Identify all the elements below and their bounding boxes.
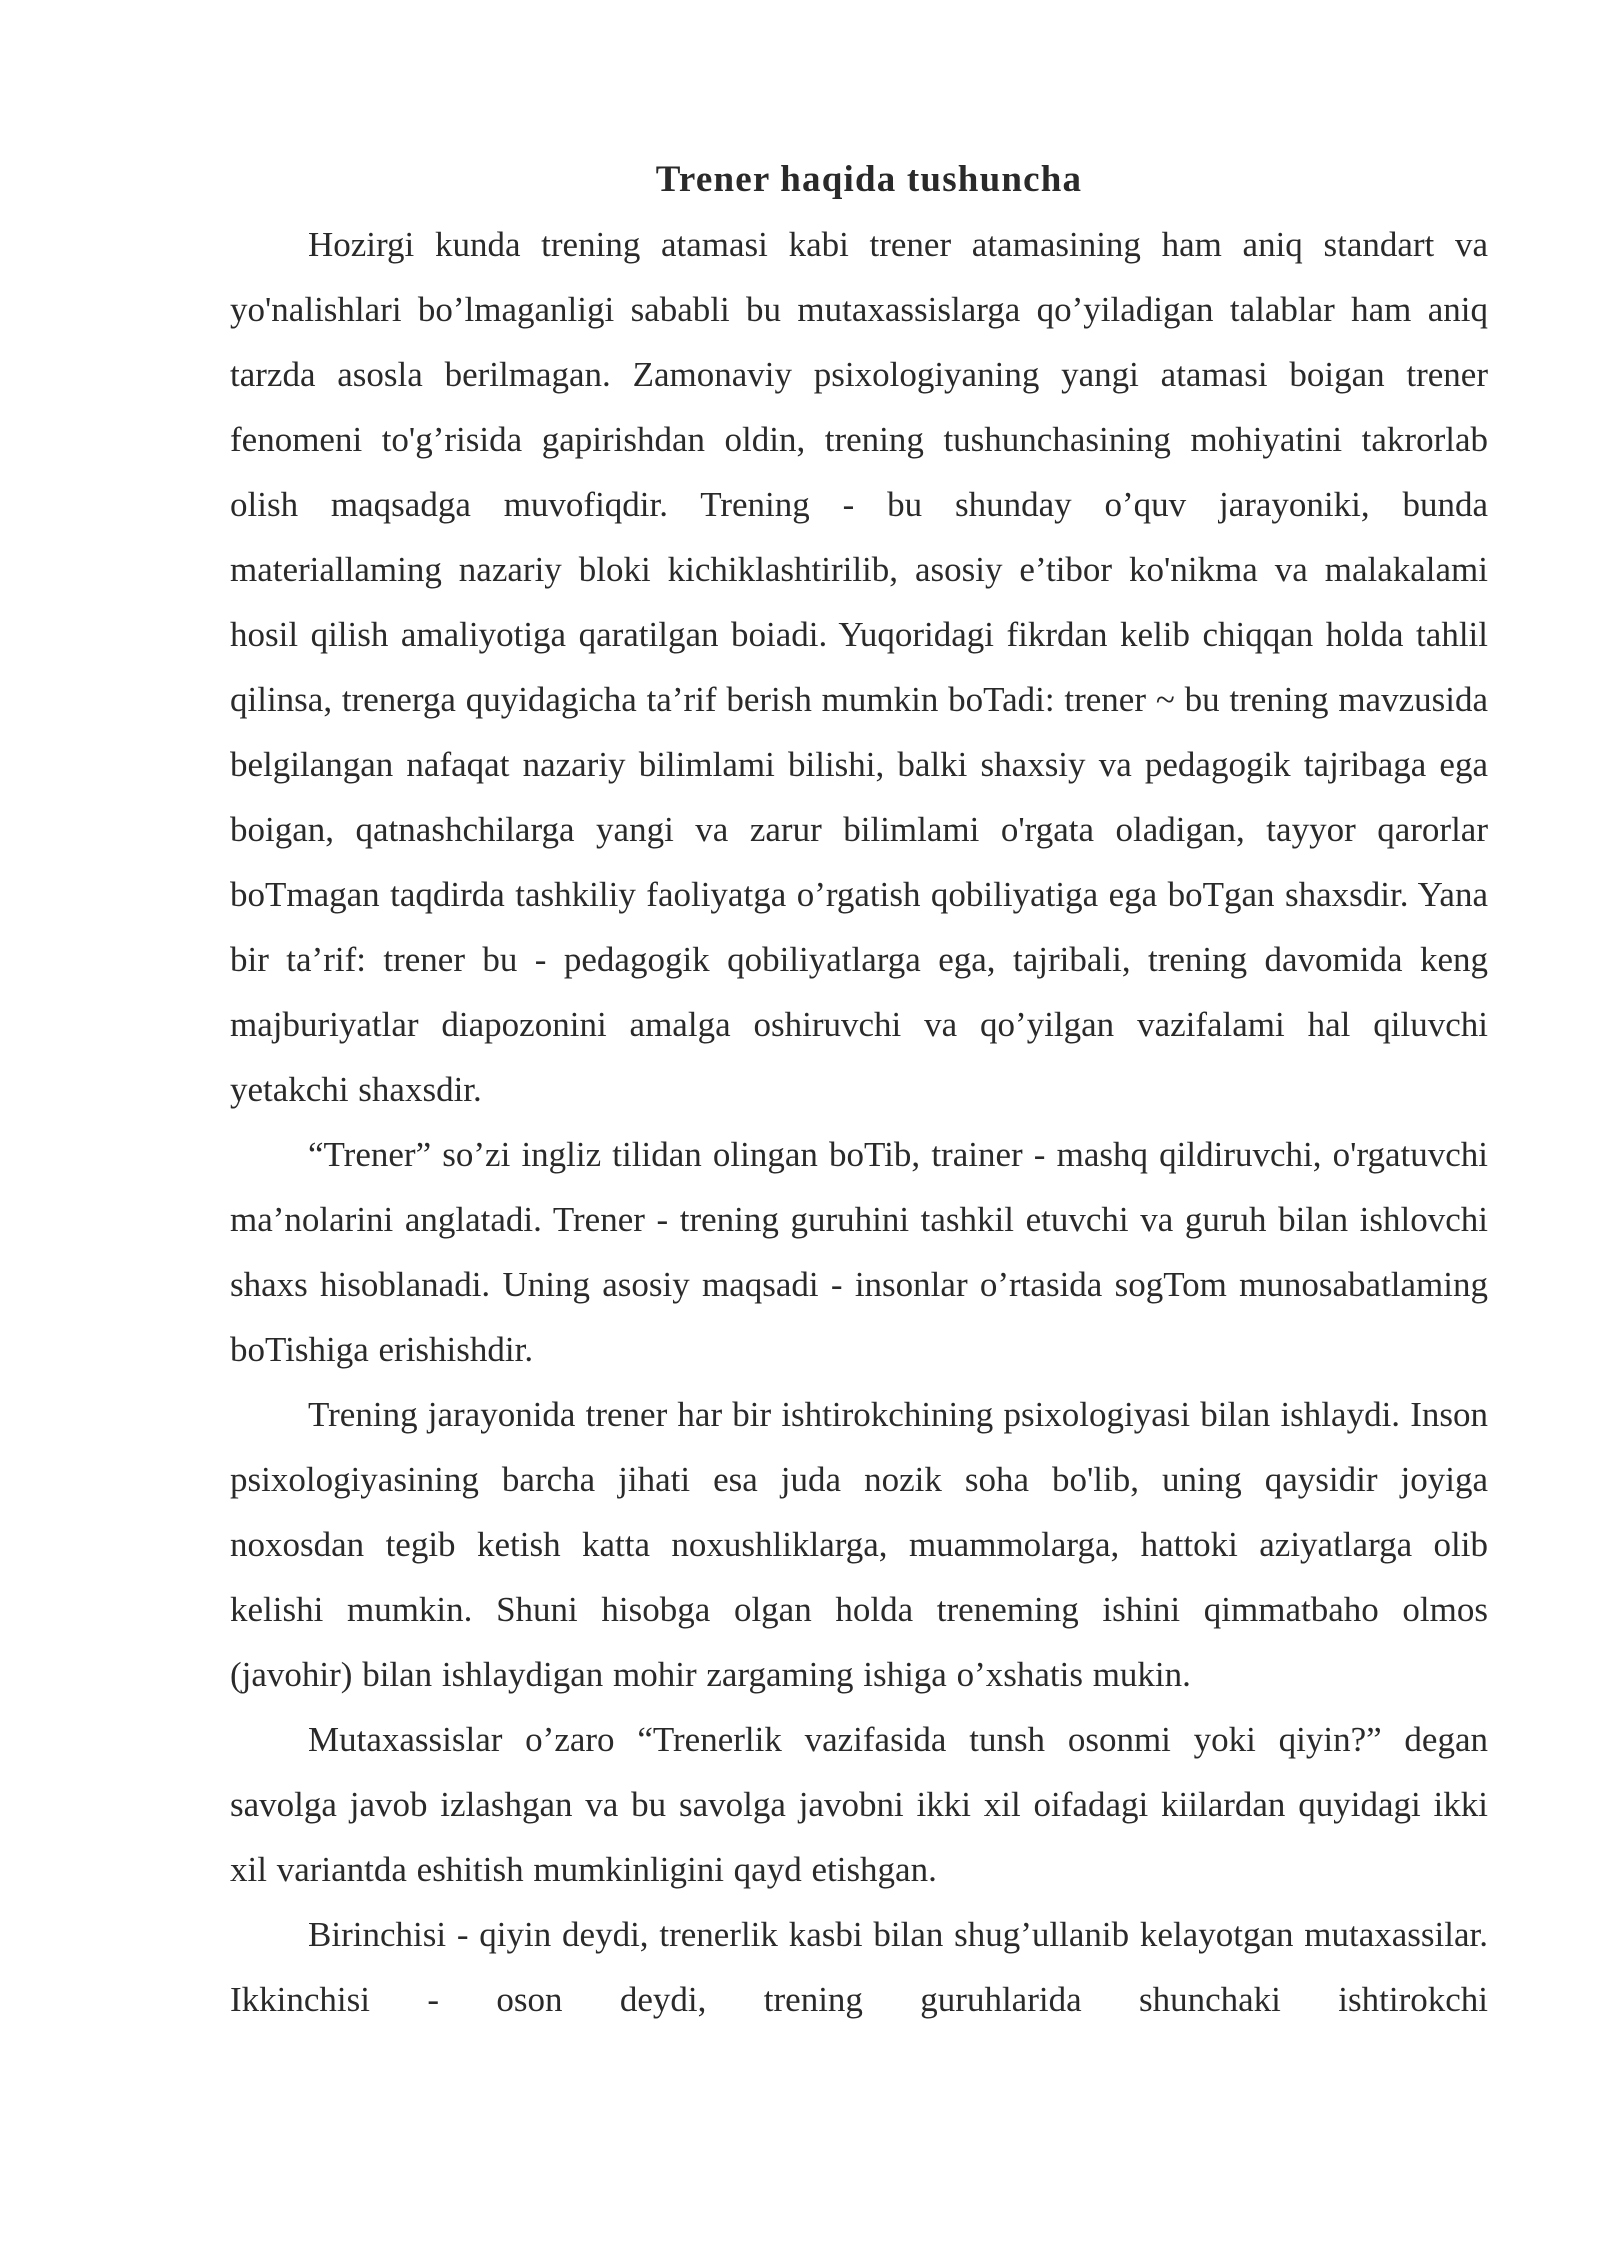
paragraph-4: Mutaxassislar o’zaro “Trenerlik vazifasida tunsh osonmi yoki qiyin?” degan savolga javob izlashgan va bu savolga javobni ikki xil oifadagi kiilardan quyidagi ikki xil variantda eshitish mumkinligini qayd etishgan. <box>230 1720 1488 1889</box>
paragraph-5: Birinchisi - qiyin deydi, trenerlik kasbi bilan shug’ullanib kelayotgan mutaxassilar. Ikkinchisi - oson deydi, trening guruhlarida shunchaki ishtirokchi <box>230 1915 1488 2019</box>
paragraph-3: Trening jarayonida trener har bir ishtirokchining psixologiyasi bilan ishlaydi. Inson psixologiyasining barcha jihati esa juda nozik soha bo'lib, uning qaysidir joyiga noxosdan tegib ketish katta noxushliklarga, muammolarga, hattoki aziyatlarga olib kelishi mumkin. Shuni hisobga olgan holda treneming ishini qimmatbaho olmos (javohir) bilan ishlaydigan mohir zargaming ishiga o’xshatis mukin. <box>230 1395 1488 1694</box>
paragraph-2: “Trener” so’zi ingliz tilidan olingan boTib, trainer - mashq qildiruvchi, o'rgatuvchi ma’nolarini anglatadi. Trener - trening guruhini tashkil etuvchi va guruh bilan ishlovchi shaxs hisoblanadi. Uning asosiy maqsadi - insonlar o’rtasida sogTom munosabatlaming boTishiga erishishdir. <box>230 1135 1488 1369</box>
page-title: Trener haqida tushuncha <box>655 159 1083 200</box>
paragraph-1: Hozirgi kunda trening atamasi kabi trener atamasining ham aniq standart va yo'nalishlari bo’lmaganligi sababli bu mutaxassislarga qo’yiladigan talablar ham aniq tarzda asosla berilmagan. Zamonaviy psixologiyaning yangi atamasi boigan trener fenomeni to'g’risida gapirishdan oldin, trening tushunchasining mohiyatini takrorlab olish maqsadga muvofiqdir. Trening - bu shunday o’quv jarayoniki, bunda materiallaming nazariy bloki kichiklashtirilib, asosiy e’tibor ko'nikma va malakalami hosil qilish amaliyotiga qaratilgan boiadi. Yuqoridagi fikrdan kelib chiqqan holda tahlil qilinsa, trenerga quyidagicha ta’rif berish mumkin boTadi: trener ~ bu trening mavzusida belgilangan nafaqat nazariy bilimlami bilishi, balki shaxsiy va pedagogik tajribaga ega boigan, qatnashchilarga yangi va zarur bilimlami o'rgata oladigan, tayyor qarorlar boTmagan taqdirda tashkiliy faoliyatga o’rgatish qobiliyatiga ega boTgan shaxsdir. Yana bir ta’rif: trener bu - pedagogik qobiliyatlarga ega, tajribali, trening davomida keng majburiyatlar diapozonini amalga oshiruvchi va qo’yilgan vazifalami hal qiluvchi yetakchi shaxsdir. <box>230 225 1488 1109</box>
